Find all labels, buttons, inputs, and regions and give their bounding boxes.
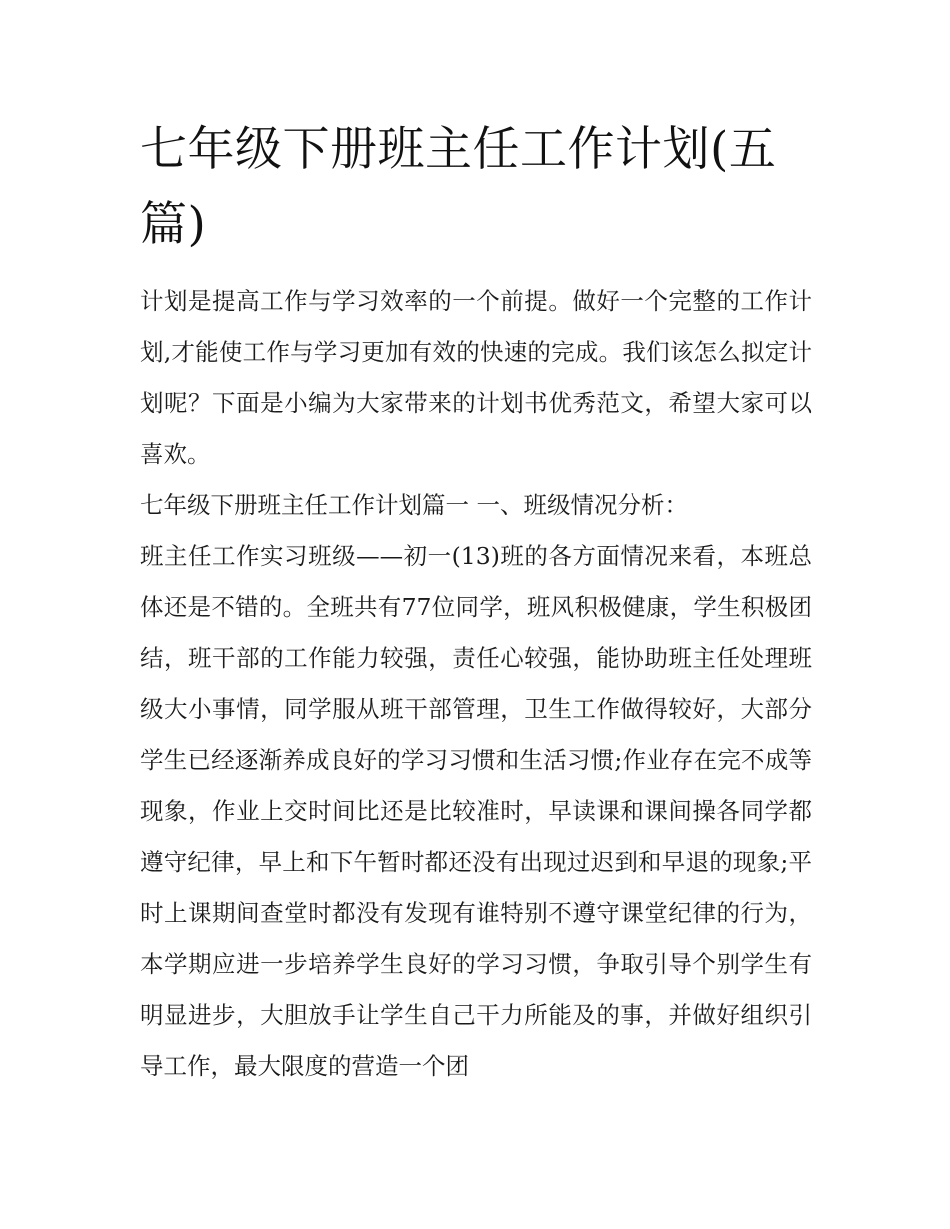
document-title: 七年级下册班主任工作计划(五篇) bbox=[140, 122, 777, 252]
section-heading: 七年级下册班主任工作计划篇一 一、班级情况分析： bbox=[140, 491, 688, 519]
intro-paragraph: 计划是提高工作与学习效率的一个前提。做好一个完整的工作计划,才能使工作与学习更加有效的快速的完成。我们该怎么拟定计划呢？下面是小编为大家带来的计划书优秀范文，希望大家可以喜欢。 bbox=[140, 287, 812, 468]
body-paragraph: 班主任工作实习班级——初一(13)班的各方面情况来看，本班总体还是不错的。全班共有77位同学，班风积极健康，学生积极团结，班干部的工作能力较强，责任心较强，能协助班主任处理班级大小事情，同学服从班干部管理，卫生工作做得较好，大部分学生已经逐渐养成良好的学习习惯和生活习惯;作业存在完不成等现象，作业上交时间比还是比较准时，早读课和课间操各同学都遵守纪律，早上和下午暂时都还没有出现过迟到和早退的现象;平时上课期间查堂时都没有发现有谁特别不遵守课堂纪律的行为，本学期应进一步培养学生良好的学习习惯，争取引导个别学生有明显进步，大胆放手让学生自己干力所能及的事，并做好组织引导工作，最大限度的营造一个团 bbox=[140, 542, 812, 1080]
